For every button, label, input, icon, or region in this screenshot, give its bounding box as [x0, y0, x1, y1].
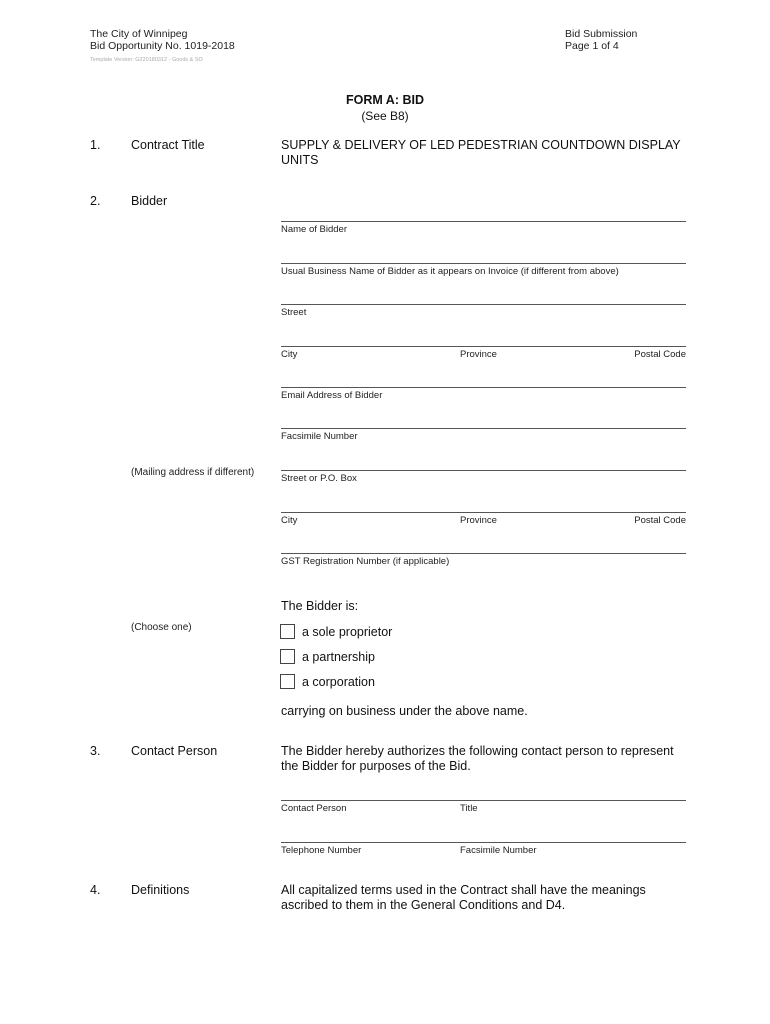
header-template-version: Template Version: G220180312 - Goods & SO [90, 57, 203, 63]
section-2-number: 2. [90, 194, 101, 208]
section-1-number: 1. [90, 138, 101, 152]
section-1-label: Contract Title [131, 138, 205, 152]
email-caption: Email Address of Bidder [281, 390, 383, 401]
bidder-name-caption: Name of Bidder [281, 224, 348, 235]
bidder-name-line[interactable] [281, 221, 686, 222]
mailing-city-caption: City [281, 515, 298, 526]
choose-one-note: (Choose one) [131, 622, 192, 633]
form-subtitle: (See B8) [361, 109, 409, 123]
section-4-number: 4. [90, 883, 101, 897]
gst-line[interactable] [281, 553, 686, 554]
fax-line[interactable] [281, 428, 686, 429]
contract-title-line1: SUPPLY & DELIVERY OF LED PEDESTRIAN COUNTDOWN DISPLAY [281, 138, 681, 152]
contact-authorization-line2: the Bidder for purposes of the Bid. [281, 759, 471, 773]
header-org: The City of Winnipeg [90, 28, 188, 40]
contract-title-line2: UNITS [281, 153, 319, 167]
corporation-label: a corporation [302, 675, 375, 689]
mailing-address-note: (Mailing address if different) [131, 467, 255, 478]
fax-caption: Facsimile Number [281, 431, 358, 442]
contact-fax-caption: Facsimile Number [460, 845, 537, 856]
usual-name-caption: Usual Business Name of Bidder as it appears on Invoice (if different from above) [281, 266, 619, 277]
form-title: FORM A: BID [346, 93, 424, 107]
contact-person-line[interactable] [281, 800, 686, 801]
mailing-postal-caption: Postal Code [634, 515, 686, 526]
mailing-city-line[interactable] [281, 512, 686, 513]
telephone-line[interactable] [281, 842, 686, 843]
gst-caption: GST Registration Number (if applicable) [281, 556, 450, 567]
sole-proprietor-checkbox[interactable] [280, 624, 295, 639]
city-province-postal-line[interactable] [281, 346, 686, 347]
street-caption: Street [281, 307, 307, 318]
pobox-caption: Street or P.O. Box [281, 473, 357, 484]
header-page: Page 1 of 4 [565, 40, 619, 52]
postal-caption: Postal Code [634, 349, 686, 360]
telephone-caption: Telephone Number [281, 845, 362, 856]
section-4-label: Definitions [131, 883, 190, 897]
header-opportunity: Bid Opportunity No. 1019-2018 [90, 40, 235, 52]
section-2-label: Bidder [131, 194, 168, 208]
section-3-label: Contact Person [131, 744, 218, 758]
partnership-label: a partnership [302, 650, 375, 664]
contact-title-caption: Title [460, 803, 478, 814]
header-submission: Bid Submission [565, 28, 638, 40]
bidder-is-label: The Bidder is: [281, 599, 359, 613]
mailing-province-caption: Province [460, 515, 497, 526]
usual-name-line[interactable] [281, 263, 686, 264]
province-caption: Province [460, 349, 497, 360]
street-line[interactable] [281, 304, 686, 305]
definitions-line2: ascribed to them in the General Conditions and D4. [281, 898, 566, 912]
sole-proprietor-label: a sole proprietor [302, 625, 393, 639]
email-line[interactable] [281, 387, 686, 388]
corporation-checkbox[interactable] [280, 674, 295, 689]
contact-authorization-line1: The Bidder hereby authorizes the following contact person to represent [281, 744, 674, 758]
definitions-line1: All capitalized terms used in the Contract shall have the meanings [281, 883, 646, 897]
partnership-checkbox[interactable] [280, 649, 295, 664]
section-3-number: 3. [90, 744, 101, 758]
contact-person-caption: Contact Person [281, 803, 347, 814]
pobox-line[interactable] [281, 470, 686, 471]
city-caption: City [281, 349, 298, 360]
carrying-on-business-text: carrying on business under the above name. [281, 704, 528, 718]
